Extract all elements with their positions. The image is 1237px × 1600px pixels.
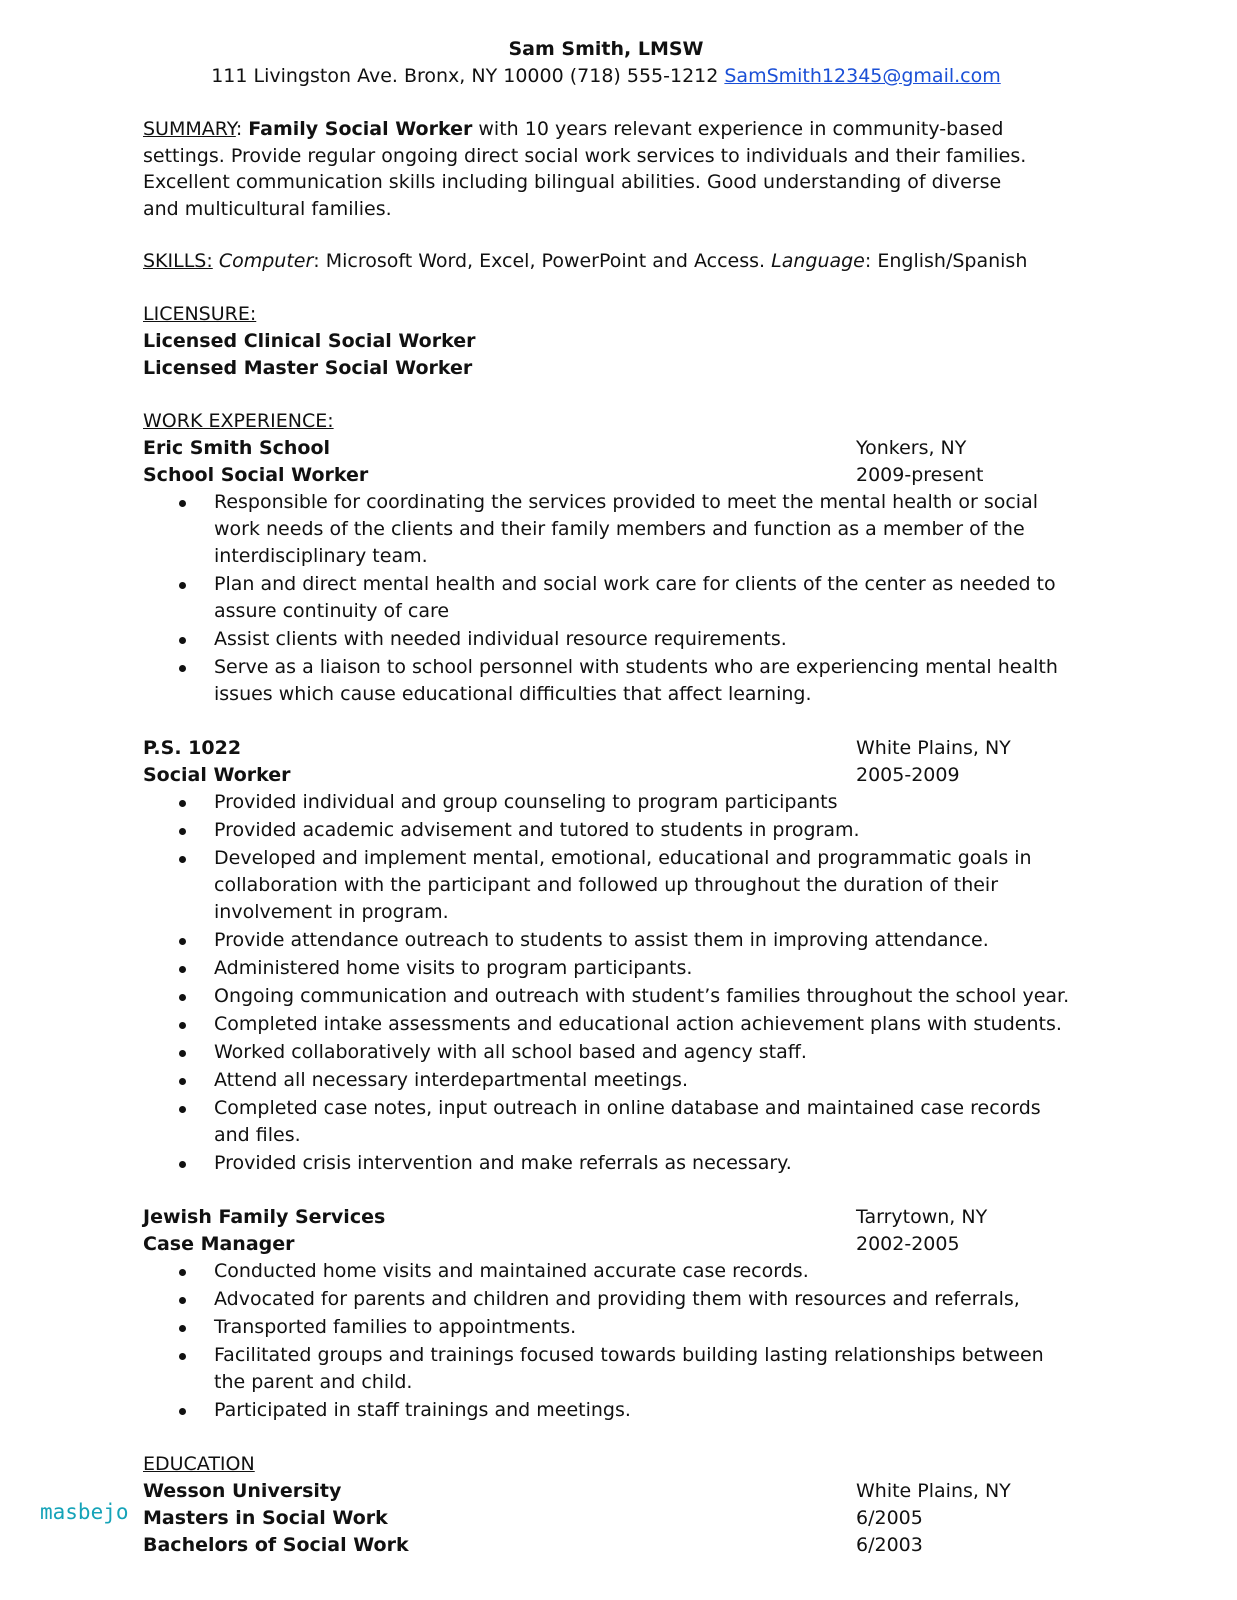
job-location: Tarrytown, NY <box>856 1206 988 1229</box>
list-item: Serve as a liaison to school personnel with students who are experiencing mental health issues which cause educational difficulties that affect learning. <box>143 654 1074 708</box>
list-item: Attend all necessary interdepartmental meetings. <box>143 1067 1074 1094</box>
bullet-icon <box>179 665 186 672</box>
bullet-icon <box>179 966 186 973</box>
list-item: Advocated for parents and children and providing them with resources and referrals, <box>143 1286 1074 1313</box>
job-dates: 2009-present <box>856 464 984 487</box>
bullet-icon <box>179 828 186 835</box>
job-entry <box>143 1204 1083 1424</box>
license-item: Licensed Master Social Worker <box>143 357 473 380</box>
work-experience-heading: WORK EXPERIENCE: <box>143 410 334 433</box>
job-duties <box>143 1258 1083 1424</box>
skills-computer-value: : Microsoft Word, Excel, PowerPoint and Access. <box>313 250 772 273</box>
job-employer: P.S. 1022 <box>143 737 242 760</box>
bullet-icon <box>179 637 186 644</box>
bullet-icon <box>179 500 186 507</box>
license-item: Licensed Clinical Social Worker <box>143 330 476 353</box>
education-row: Bachelors of Social Work 6/2003 <box>143 1534 923 1557</box>
resume-name: Sam Smith, LMSW <box>508 38 704 60</box>
email-link[interactable]: SamSmith12345@gmail.com <box>724 65 1001 87</box>
skills-language-label: Language <box>771 250 865 273</box>
list-item: Assist clients with needed individual resource requirements. <box>143 626 1074 653</box>
bullet-icon <box>179 1269 186 1276</box>
job-duties <box>143 489 1083 708</box>
list-item: Worked collaboratively with all school based and agency staff. <box>143 1039 1074 1066</box>
job-title: Case Manager <box>143 1233 295 1256</box>
list-item: Responsible for coordinating the services provided to meet the mental health or social work needs of the clients and their family members and function as a member of the interdisciplinary team. <box>143 489 1074 570</box>
list-item: Conducted home visits and maintained accurate case records. <box>143 1258 1074 1285</box>
summary-text-1: with 10 years relevant experience in community-based settings. <box>143 118 1004 167</box>
list-item: Administered home visits to program participants. <box>143 955 1074 982</box>
summary-section: SUMMARY: Family Social Worker with 10 years relevant experience in community-based settings. Provide regular ongoing direct social work services to individuals and their families. Excellent communication skills including bilingual abilities. Good understanding of diverse and multicultural families. <box>143 118 1027 220</box>
education-heading: EDUCATION <box>143 1453 255 1476</box>
job-entry <box>143 435 1083 708</box>
job-dates: 2005-2009 <box>856 764 960 787</box>
list-item: Provided crisis intervention and make referrals as necessary. <box>143 1150 1074 1177</box>
bullet-icon <box>179 1078 186 1085</box>
skills-section <box>143 248 1083 275</box>
bullet-icon <box>179 1325 186 1332</box>
job-title: Social Worker <box>143 764 291 787</box>
bullet-icon <box>179 1161 186 1168</box>
job-location: White Plains, NY <box>856 737 1011 760</box>
education-row: Masters in Social Work 6/2005 <box>143 1507 923 1530</box>
bullet-icon <box>179 994 186 1001</box>
job-employer: Jewish Family Services <box>143 1206 386 1229</box>
bullet-icon <box>179 1297 186 1304</box>
list-item: Transported families to appointments. <box>143 1314 1074 1341</box>
bullet-icon <box>179 800 186 807</box>
list-item: Provided individual and group counseling to program participants <box>143 789 1074 816</box>
list-item: Developed and implement mental, emotional, educational and programmatic goals in collaboration with the participant and followed up throughout the duration of their involvement in program. <box>143 845 1074 926</box>
job-employer: Eric Smith School <box>143 437 331 460</box>
list-item: Provide attendance outreach to students to assist them in improving attendance. <box>143 927 1074 954</box>
job-duties <box>143 789 1083 1177</box>
bullet-icon <box>179 1050 186 1057</box>
job-dates: 2002-2005 <box>856 1233 960 1256</box>
skills-computer-label: Computer <box>218 250 314 273</box>
summary-heading: SUMMARY <box>143 118 236 140</box>
bullet-icon <box>179 1353 186 1360</box>
list-item: Completed case notes, input outreach in online database and maintained case records and files. <box>143 1095 1074 1149</box>
bullet-icon <box>179 856 186 863</box>
job-location: Yonkers, NY <box>856 437 967 460</box>
bullet-icon <box>179 582 186 589</box>
bullet-icon <box>179 1408 186 1415</box>
job-entry <box>143 735 1083 1177</box>
bullet-icon <box>179 1106 186 1113</box>
skills-heading: SKILLS: <box>143 250 213 273</box>
watermark-logo: masbejo <box>40 1500 129 1524</box>
list-item: Plan and direct mental health and social work care for clients of the center as needed to assure continuity of care <box>143 571 1074 625</box>
resume-page <box>143 36 1083 1559</box>
list-item: Participated in staff trainings and meetings. <box>143 1397 1074 1424</box>
licensure-heading: LICENSURE: <box>143 303 257 326</box>
summary-title: Family Social Worker <box>248 118 473 140</box>
summary-text-2: Provide regular ongoing direct social work services to individuals and their families. Excellent communication skills including bilingual abilities. Good understanding of diverse and multicultural families. <box>143 144 1027 220</box>
list-item: Facilitated groups and trainings focused towards building lasting relationships between the parent and child. <box>143 1342 1074 1396</box>
job-title: School Social Worker <box>143 464 369 487</box>
skills-language-value: : English/Spanish <box>864 250 1028 273</box>
bullet-icon <box>179 938 186 945</box>
contact-address-phone: 111 Livingston Ave. Bronx, NY 10000 (718) 555-1212 <box>211 65 719 87</box>
bullet-icon <box>179 1022 186 1029</box>
list-item: Provided academic advisement and tutored to students in program. <box>143 817 1074 844</box>
list-item: Completed intake assessments and educational action achievement plans with students. <box>143 1011 1074 1038</box>
list-item: Ongoing communication and outreach with student’s families throughout the school year. <box>143 983 1074 1010</box>
education-row: Wesson University White Plains, NY <box>143 1480 1011 1503</box>
contact-line <box>143 63 1069 90</box>
